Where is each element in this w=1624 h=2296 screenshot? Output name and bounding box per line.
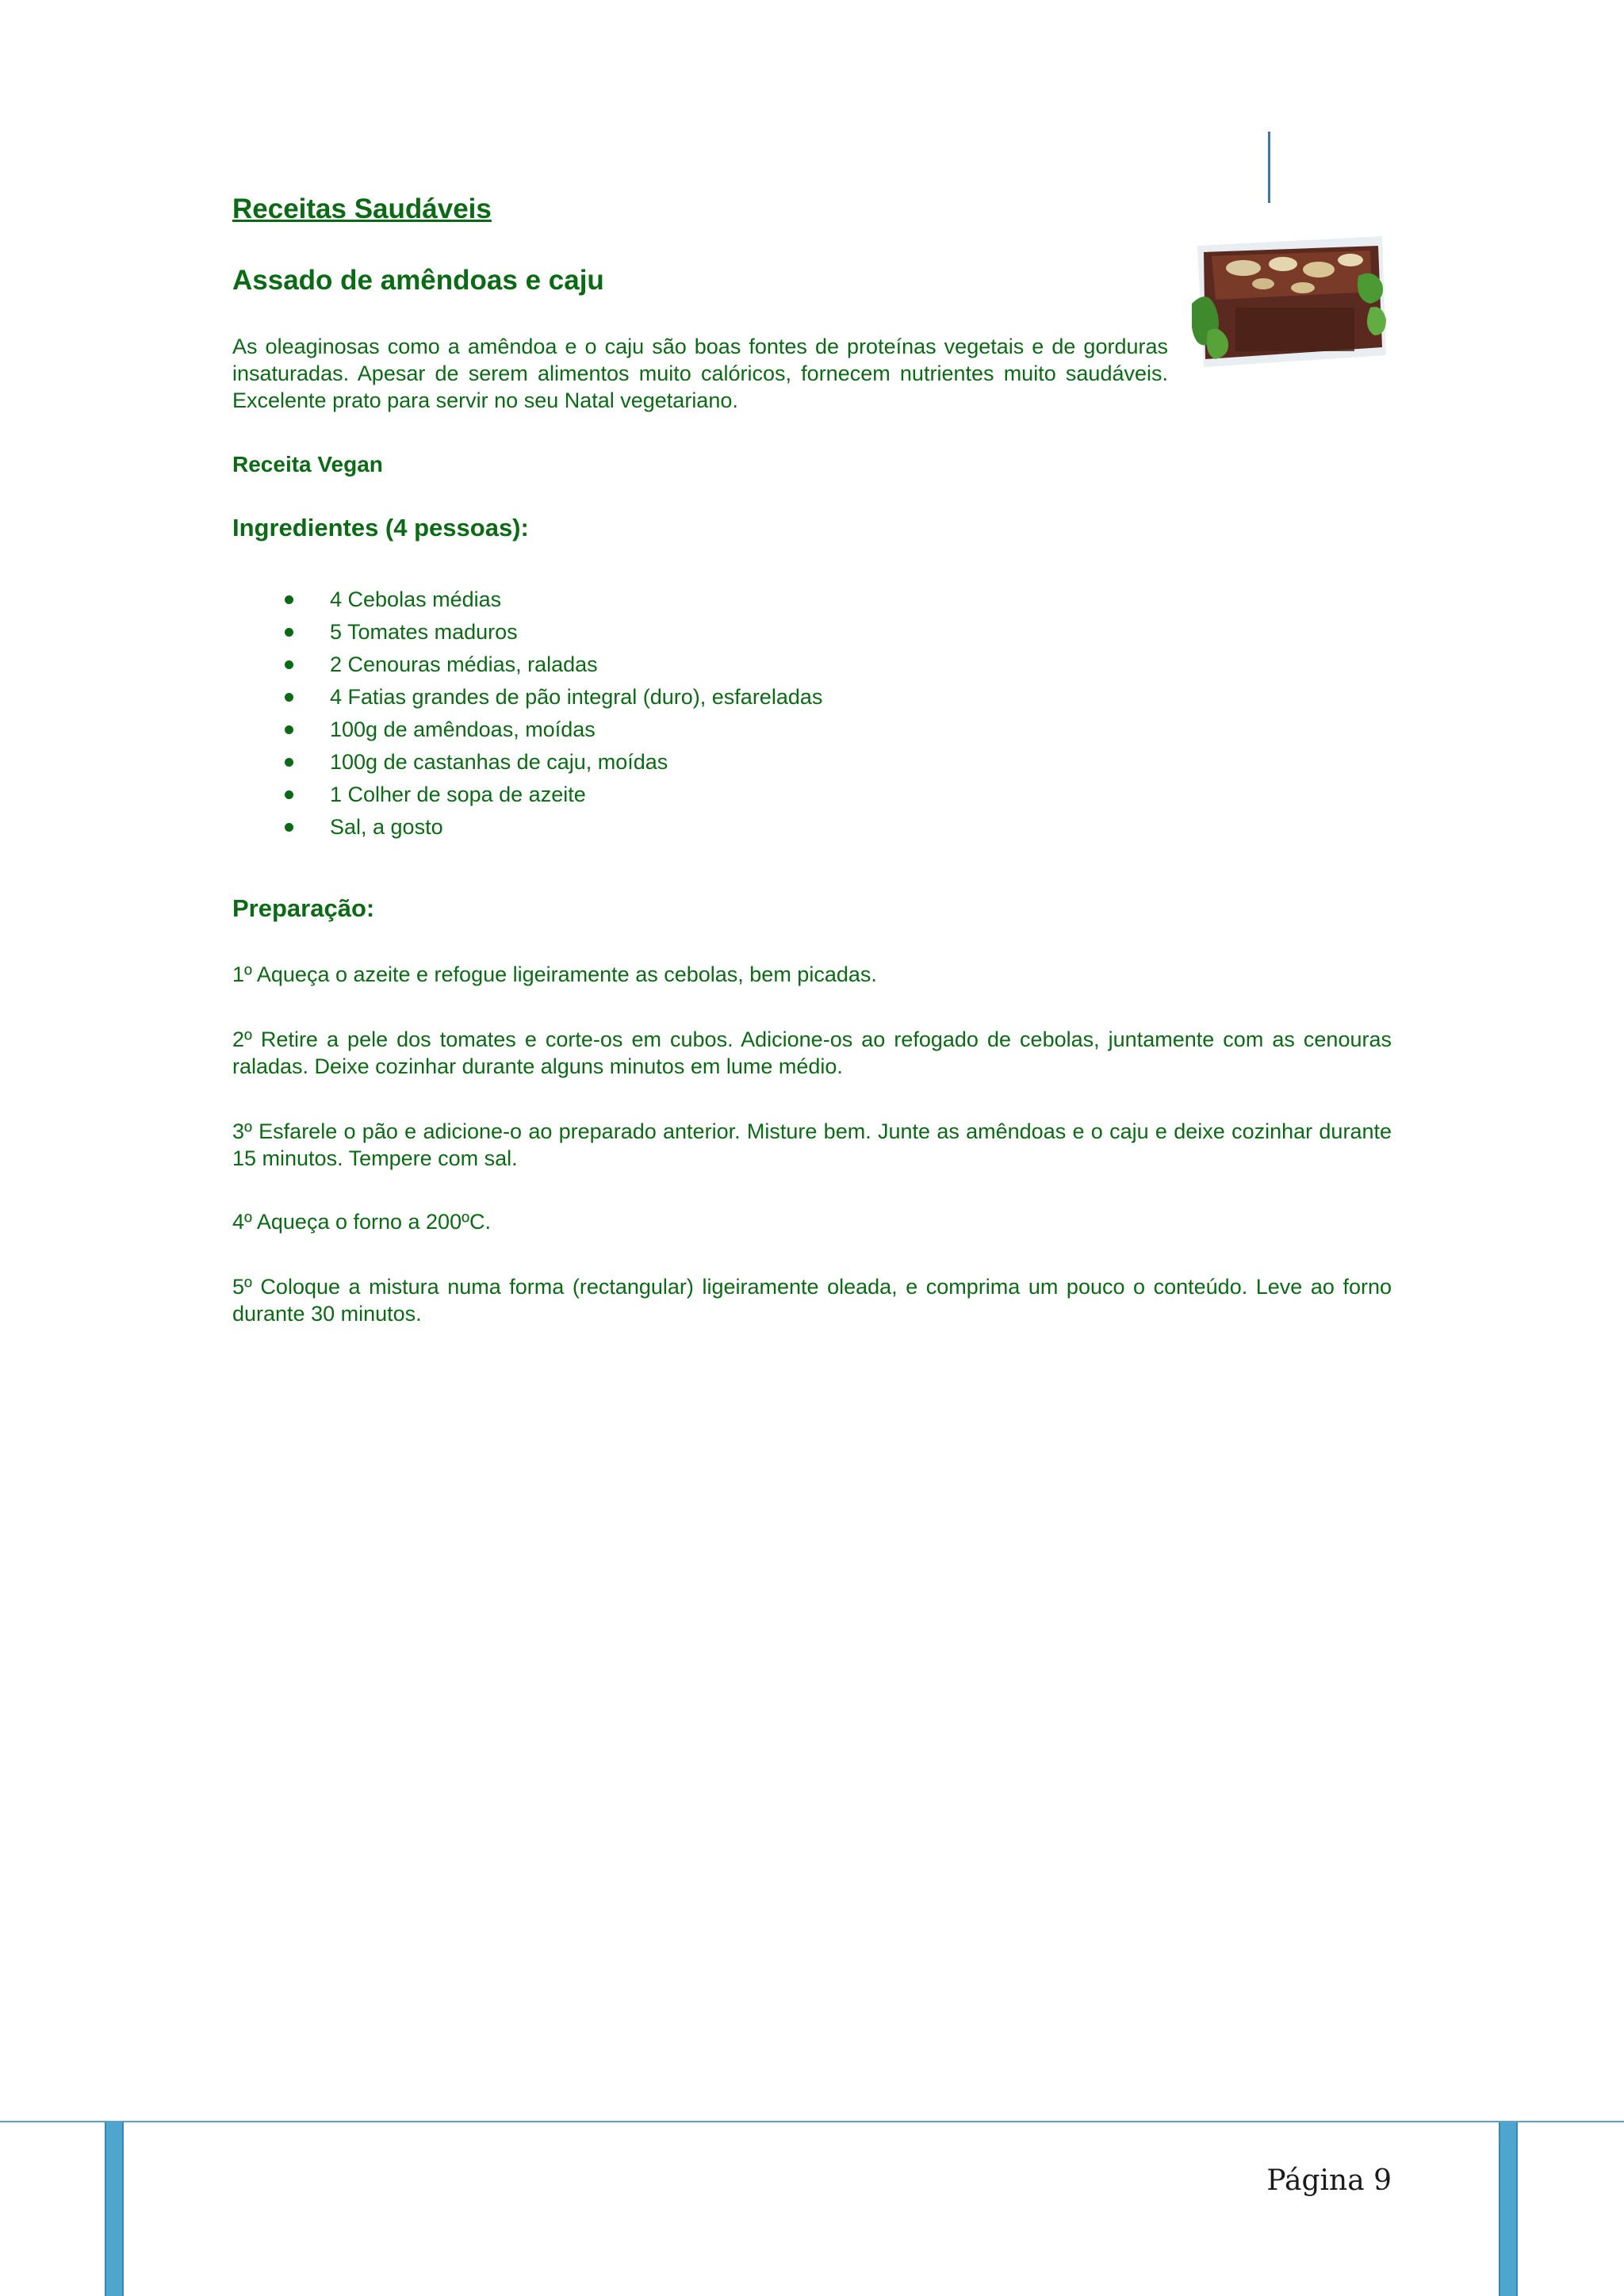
bullet-icon <box>285 693 293 702</box>
bullet-icon <box>285 725 293 734</box>
preparation-step-2: 2º Retire a pele dos tomates e corte-os em cubos. Adicione-os ao refogado de cebolas, juntamente com as cenouras raladas. Deixe cozinhar durante alguns minutos em lume médio. <box>232 1027 1392 1078</box>
list-item <box>232 681 1105 714</box>
footer-rule <box>0 2121 1624 2122</box>
bullet-icon <box>285 660 293 669</box>
recipe-type-label: Receita Vegan <box>232 452 383 476</box>
page-content <box>232 187 1392 1326</box>
recipe-intro: As oleaginosas como a amêndoa e o caju são boas fontes de proteínas vegetais e de gorduras insaturadas. Apesar de serem alimentos muito calóricos, fornecem nutrientes muito saudáveis. Excelente prato para servir no seu Natal vegetariano. <box>232 335 1168 412</box>
ingredient-text: Sal, a gosto <box>330 815 443 839</box>
preparation-step-1: 1º Aqueça o azeite e refogue ligeiramente as cebolas, bem picadas. <box>232 962 877 986</box>
bullet-icon <box>285 790 293 799</box>
list-item <box>232 649 1105 681</box>
preparation-step-4: 4º Aqueça o forno a 200ºC. <box>232 1210 491 1234</box>
ingredient-text: 4 Cebolas médias <box>330 587 502 611</box>
ingredients-heading: Ingredientes (4 pessoas): <box>232 514 529 541</box>
section-title: Receitas Saudáveis <box>232 193 492 224</box>
list-item <box>232 616 1105 649</box>
list-item <box>232 584 1105 616</box>
ingredient-text: 100g de castanhas de caju, moídas <box>330 750 668 774</box>
bullet-icon <box>285 628 293 637</box>
footer-left-bar <box>105 2122 124 2296</box>
recipe-title: Assado de amêndoas e caju <box>232 265 604 296</box>
ingredient-text: 5 Tomates maduros <box>330 620 518 644</box>
ingredient-text: 2 Cenouras médias, raladas <box>330 652 598 676</box>
list-item <box>232 746 1105 779</box>
preparation-heading: Preparação: <box>232 894 375 922</box>
list-item <box>232 779 1105 811</box>
preparation-step-3: 3º Esfarele o pão e adicione-o ao preparado anterior. Misture bem. Junte as amêndoas e o caju e deixe cozinhar durante 15 minutos. Tempere com sal. <box>232 1119 1392 1170</box>
recipe-photo <box>1188 228 1392 379</box>
bullet-icon <box>285 595 293 604</box>
footer-right-bar <box>1499 2122 1518 2296</box>
ingredients-list <box>232 584 1105 844</box>
list-item <box>232 714 1105 746</box>
preparation-step-5: 5º Coloque a mistura numa forma (rectangular) ligeiramente oleada, e comprima um pouco o conteúdo. Leve ao forno durante 30 minutos. <box>232 1275 1392 1326</box>
list-item <box>232 811 1105 844</box>
ingredient-text: 4 Fatias grandes de pão integral (duro), esfareladas <box>330 685 823 709</box>
page-number: Página 9 <box>1266 2164 1392 2197</box>
ingredient-text: 1 Colher de sopa de azeite <box>330 783 586 806</box>
ingredient-text: 100g de amêndoas, moídas <box>330 718 596 741</box>
bullet-icon <box>285 758 293 767</box>
bullet-icon <box>285 823 293 832</box>
